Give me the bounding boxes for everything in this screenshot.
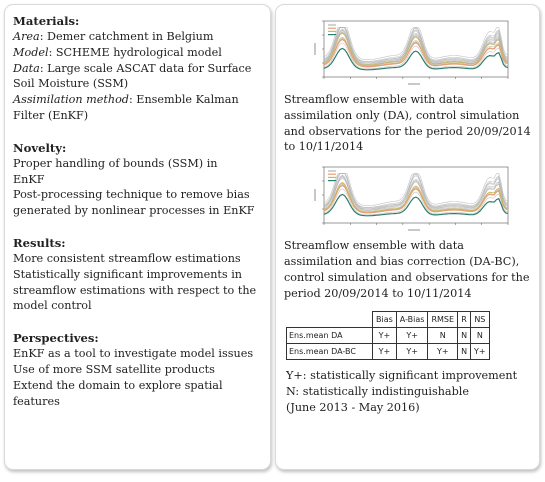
perspectives-heading: Perspectives: (13, 331, 99, 346)
novelty-line: Proper handling of bounds (SSM) in (13, 156, 218, 170)
streamflow-chart-da (312, 15, 512, 88)
table-cell: Y+ (373, 344, 397, 360)
table-cell: Y+ (396, 328, 428, 344)
area-label: Area (13, 30, 40, 43)
table-header: RMSE (428, 312, 458, 328)
assimilation-value: : Ensemble Kalman (128, 93, 239, 107)
row-label: Ens.mean DA (287, 328, 373, 344)
caption-line: assimilation only (DA), control simulation (284, 108, 520, 122)
statistics-table (286, 311, 490, 360)
model-value: : SCHEME hydrological model (48, 45, 222, 59)
table-header: R (458, 312, 471, 328)
row-label: Ens.mean DA-BC (287, 344, 373, 360)
table-cell: Y+ (471, 344, 490, 360)
caption-line: assimilation and bias correction (DA-BC), (284, 254, 520, 268)
table-row (287, 344, 490, 360)
perspectives-line: EnKF as a tool to investigate model issues (13, 347, 254, 361)
novelty-line: generated by nonlinear processes in EnKF (13, 204, 255, 218)
table-header: Bias (373, 312, 397, 328)
data-value: : Large scale ASCAT data for Surface (39, 61, 252, 75)
table-header-row (287, 312, 490, 328)
novelty-heading: Novelty: (13, 140, 67, 155)
perspectives-section (13, 330, 264, 409)
perspectives-line: Extend the domain to explore spatial (13, 378, 223, 392)
novelty-section (13, 140, 264, 219)
results-line: More consistent streamflow estimations (13, 251, 241, 265)
caption-line: control simulation and observations for the (284, 270, 530, 284)
caption-line: period 20/09/2014 to 10/11/2014 (284, 286, 472, 300)
note-line: Y+: statistically significant improvement (286, 369, 518, 383)
data-value-cont: Soil Moisture (SSM) (13, 77, 129, 91)
assimilation-value-cont: Filter (EnKF) (13, 108, 89, 122)
data-label: Data (13, 61, 40, 75)
area-value: : Demer catchment in Belgium (39, 30, 214, 43)
table-cell: N (458, 344, 471, 360)
streamflow-chart-dabc (312, 161, 512, 234)
materials-heading: Materials: (13, 14, 80, 28)
table-corner (287, 312, 373, 328)
results-line: Statistically significant improvements in (13, 267, 242, 281)
table-header: A-Bias (396, 312, 428, 328)
table-cell: Y+ (428, 344, 458, 360)
results-line: streamflow estimations with respect to the (13, 283, 257, 297)
table-cell: N (458, 328, 471, 344)
caption-line: to 10/11/2014 (284, 140, 364, 154)
table-header: NS (471, 312, 490, 328)
chart-da-caption (284, 92, 533, 155)
caption-line: and observations for the period 20/09/2014 (284, 124, 531, 138)
table-row (287, 328, 490, 344)
caption-line: Streamflow ensemble with data (284, 93, 464, 106)
perspectives-line: features (13, 394, 60, 408)
results-heading: Results: (13, 235, 66, 250)
table-cell: Y+ (396, 344, 428, 360)
table-cell: Y+ (373, 328, 397, 344)
results-line: model control (13, 299, 92, 313)
table-notes (286, 368, 533, 415)
model-label: Model (13, 45, 49, 59)
figures-panel (275, 4, 540, 470)
note-line: (June 2013 - May 2016) (286, 400, 420, 414)
assimilation-label: Assimilation method (13, 93, 129, 107)
table-cell: N (428, 328, 458, 344)
summary-panel (4, 4, 271, 470)
note-line: N: statistically indistinguishable (286, 385, 469, 399)
table-cell: N (471, 328, 490, 344)
chart-dabc-caption (284, 238, 533, 301)
materials-section (13, 13, 264, 124)
caption-line: Streamflow ensemble with data (284, 239, 464, 253)
results-section (13, 235, 264, 314)
novelty-line: Post-processing technique to remove bias (13, 188, 250, 202)
perspectives-line: Use of more SSM satellite products (13, 362, 215, 376)
novelty-line: EnKF (13, 172, 45, 186)
